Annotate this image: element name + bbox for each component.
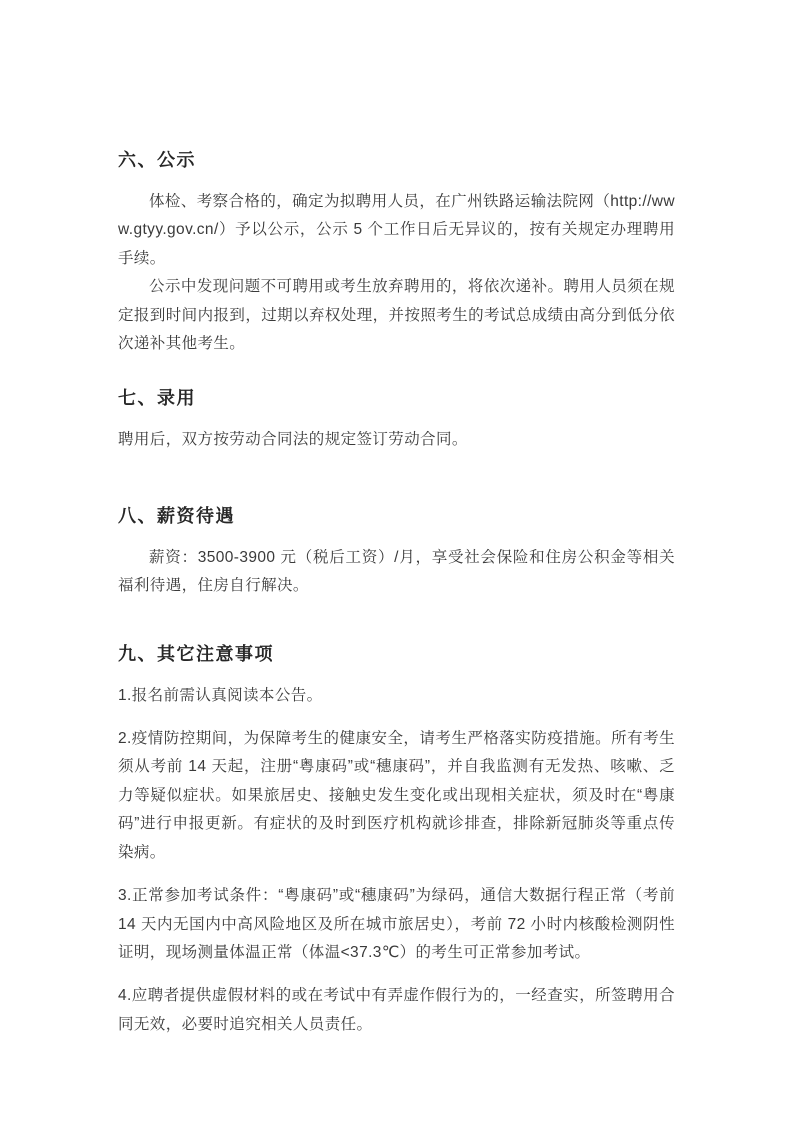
note-item-4: 4.应聘者提供虚假材料的或在考试中有弄虚作假行为的，一经查实，所签聘用合同无效，必要时追究相关人员责任。 (118, 987, 675, 1033)
section-salary-paragraph: 薪资：3500-3900 元（税后工资）/月，享受社会保险和住房公积金等相关福利待遇，住房自行解决。 (118, 548, 675, 595)
section-other-notes-heading: 九、其它注意事项 (118, 643, 274, 664)
section-publicity (118, 148, 675, 358)
section-employment-paragraph: 聘用后，双方按劳动合同法的规定签订劳动合同。 (118, 431, 468, 449)
section-employment (118, 386, 675, 454)
section-salary (118, 504, 675, 601)
note-item-3: 3.正常参加考试条件：“粤康码”或“穗康码”为绿码，通信大数据行程正常（考前 14 天内无国内中高风险地区及所在城市旅居史），考前 72 小时内核酸检测阴性证明，现场测量体温正常（体温<37.3℃）的考生可正常参加考试。 (118, 887, 675, 961)
section-publicity-paragraph-2: 公示中发现问题不可聘用或考生放弃聘用的，将依次递补。聘用人员须在规定报到时间内报到，过期以弃权处理，并按照考生的考试总成绩由高分到低分依次递补其他考生。 (118, 278, 675, 353)
section-employment-heading: 七、录用 (118, 388, 196, 409)
note-item-2: 2.疫情防控期间，为保障考生的健康安全，请考生严格落实防疫措施。所有考生须从考前 14 天起，注册“粤康码”或“穗康码”，并自我监测有无发热、咳嗽、乏力等疑似症状。如果旅居史、接触史发生变化或出现相关症状，须及时在“粤康码”进行申报更新。有症状的及时到医疗机构就诊排查，排除新冠肺炎等重点传染病。 (118, 730, 675, 861)
note-item-1: 1.报名前需认真阅读本公告。 (118, 686, 323, 704)
section-publicity-paragraph-1: 体检、考察合格的，确定为拟聘用人员，在广州铁路运输法院网（http://www.gtyy.gov.cn/）予以公示，公示 5 个工作日后无异议的，按有关规定办理聘用手续。 (118, 193, 675, 267)
section-publicity-heading: 六、公示 (118, 150, 196, 170)
section-salary-heading: 八、薪资待遇 (118, 505, 235, 526)
section-other-notes (118, 642, 675, 1039)
